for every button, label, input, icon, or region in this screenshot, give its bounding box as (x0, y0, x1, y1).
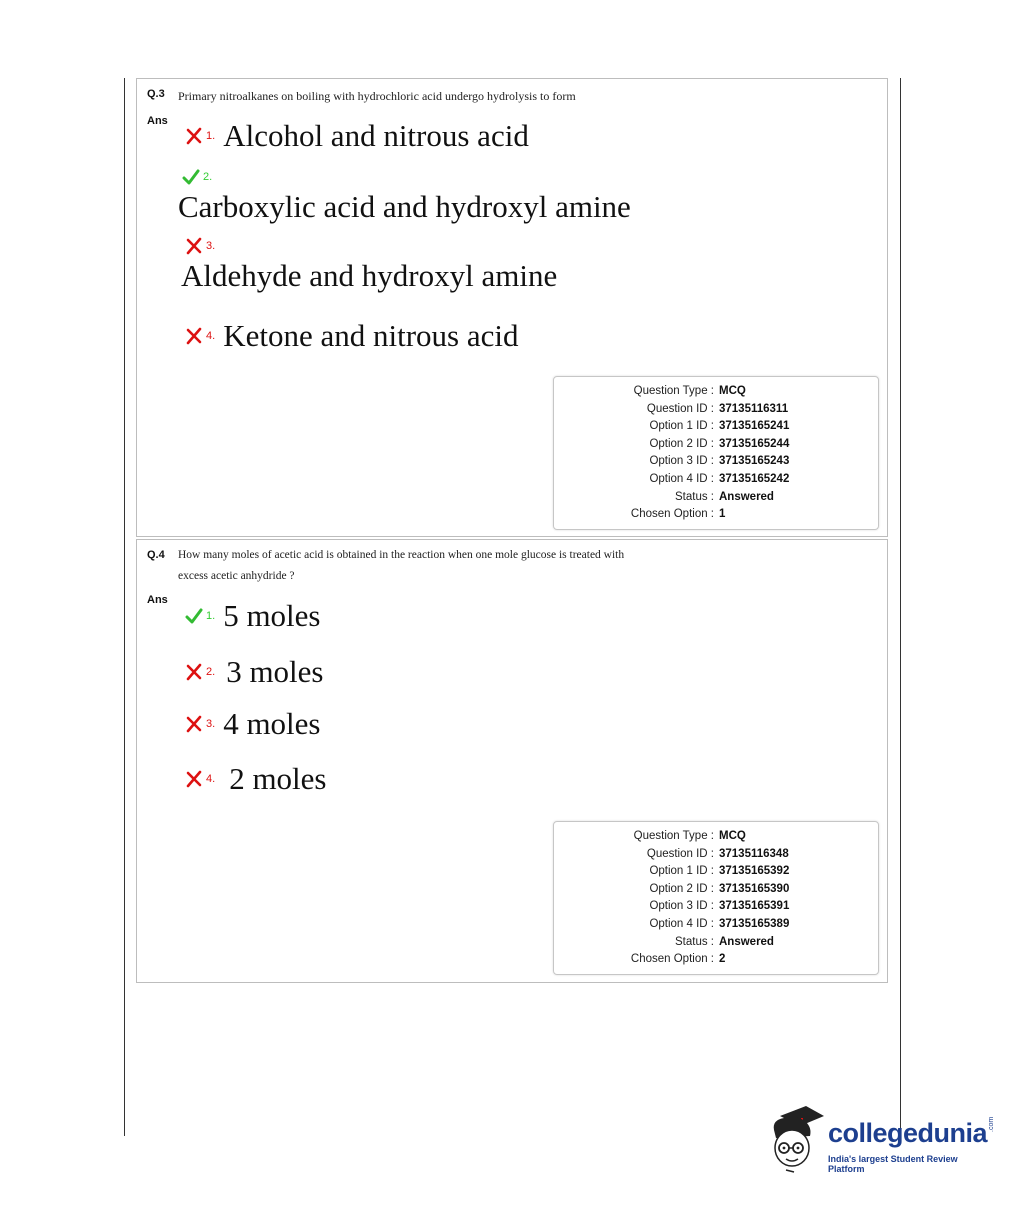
option-4 (185, 319, 518, 353)
logo-tagline: India's largest Student Review Platform (828, 1154, 958, 1174)
option-2 (178, 168, 631, 224)
option-text: 5 moles (223, 598, 321, 633)
question-info-panel (553, 376, 879, 530)
option-number: 4. (206, 330, 216, 342)
info-value: 37135165243 (719, 455, 790, 467)
option-text: 4 moles (223, 706, 321, 741)
option-text: Ketone and nitrous acid (223, 318, 519, 353)
option-4 (185, 762, 327, 796)
info-value: 37135116348 (719, 848, 789, 860)
option-text: Carboxylic acid and hydroxyl amine (178, 189, 631, 224)
option-number: 3. (206, 718, 216, 730)
info-label: Option 1 ID : (649, 865, 714, 877)
info-label: Status : (675, 936, 714, 948)
info-label: Question ID : (646, 403, 714, 415)
info-value: MCQ (719, 830, 746, 842)
info-label: Option 1 ID : (649, 420, 714, 432)
option-3 (185, 707, 321, 741)
info-value: 37135165241 (719, 420, 790, 432)
option-number: 3. (206, 240, 216, 252)
wrong-mark-icon (185, 327, 203, 345)
info-label: Question ID : (646, 848, 714, 860)
mascot-icon (766, 1104, 828, 1174)
option-number: 1. (206, 130, 216, 142)
logo-wordmark: collegedunia (828, 1118, 988, 1148)
info-value: 37135165244 (719, 438, 790, 450)
correct-check-icon (182, 168, 200, 186)
info-value: 2 (719, 953, 726, 965)
option-text: 2 moles (229, 761, 327, 796)
info-value: 37135165389 (719, 918, 790, 930)
option-number: 2. (206, 666, 216, 678)
collegedunia-logo (766, 1104, 996, 1174)
wrong-mark-icon (185, 663, 203, 681)
question-text-line1: How many moles of acetic acid is obtained in the reaction when one mole glucose is treated with (178, 549, 625, 561)
info-label: Option 2 ID : (649, 438, 714, 450)
option-number: 4. (206, 773, 216, 785)
info-label: Option 4 ID : (649, 473, 714, 485)
option-1 (185, 119, 529, 153)
info-label: Chosen Option : (630, 953, 714, 965)
option-text: Alcohol and nitrous acid (223, 118, 529, 153)
info-value: Answered (719, 491, 774, 503)
wrong-mark-icon (185, 237, 203, 255)
left-margin-line (124, 78, 125, 1136)
option-text: 3 moles (226, 654, 324, 689)
info-label: Question Type : (633, 385, 714, 397)
info-label: Option 3 ID : (649, 455, 714, 467)
info-value: 1 (719, 508, 726, 520)
info-value: 37135165392 (719, 865, 790, 877)
question-text-line2: excess acetic anhydride ? (178, 570, 295, 582)
info-label: Option 4 ID : (649, 918, 714, 930)
wrong-mark-icon (185, 770, 203, 788)
info-value: 37135165390 (719, 883, 790, 895)
wrong-mark-icon (185, 127, 203, 145)
info-label: Chosen Option : (630, 508, 714, 520)
info-label: Option 2 ID : (649, 883, 714, 895)
info-value: Answered (719, 936, 774, 948)
logo-suffix: .com (988, 1116, 995, 1132)
answer-label: Ans (147, 594, 168, 606)
info-label: Question Type : (633, 830, 714, 842)
info-label: Status : (675, 491, 714, 503)
right-margin-line (900, 78, 901, 1134)
question-card-q3 (136, 78, 888, 537)
question-info-panel (553, 821, 879, 975)
wrong-mark-icon (185, 715, 203, 733)
option-text: Aldehyde and hydroxyl amine (181, 258, 558, 293)
info-value: 37135116311 (719, 403, 789, 415)
option-number: 2. (203, 171, 213, 183)
info-value: 37135165391 (719, 900, 790, 912)
question-number: Q.4 (147, 549, 165, 561)
answer-label: Ans (147, 115, 168, 127)
option-number: 1. (206, 610, 216, 622)
info-value: 37135165242 (719, 473, 790, 485)
question-number: Q.3 (147, 88, 165, 100)
correct-check-icon (185, 607, 203, 625)
question-card-q4 (136, 539, 888, 983)
option-3 (181, 237, 558, 293)
info-value: MCQ (719, 385, 746, 397)
option-1 (185, 599, 321, 633)
question-text: Primary nitroalkanes on boiling with hydrochloric acid undergo hydrolysis to form (178, 89, 576, 103)
info-label: Option 3 ID : (649, 900, 714, 912)
option-2 (185, 655, 324, 689)
